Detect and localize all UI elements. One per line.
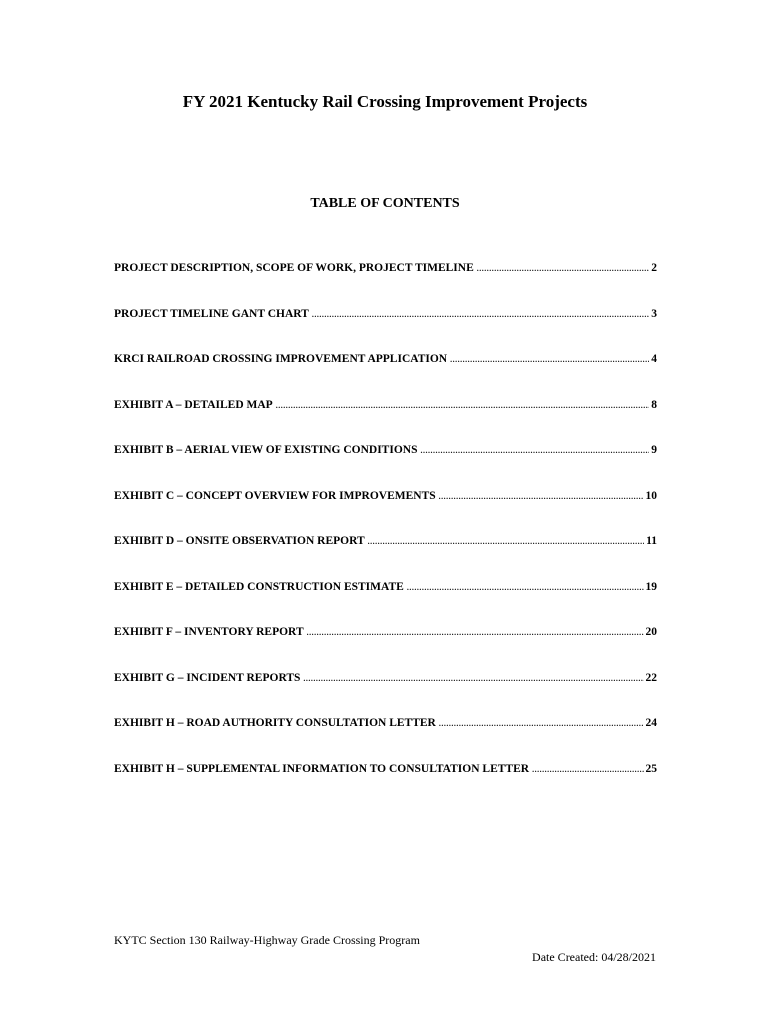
toc-entry-page: 8 xyxy=(651,398,657,411)
toc-entry[interactable] xyxy=(114,717,657,763)
dot-leader xyxy=(450,355,649,364)
toc-entry[interactable] xyxy=(114,581,657,627)
dot-leader xyxy=(368,537,644,546)
toc-entry[interactable] xyxy=(114,672,657,718)
toc-entry-label: EXHIBIT H – SUPPLEMENTAL INFORMATION TO CONSULTATION LETTER xyxy=(114,762,530,775)
dot-leader xyxy=(532,765,643,774)
footer-program: KYTC Section 130 Railway-Highway Grade Crossing Program xyxy=(114,933,420,947)
toc-entry-page: 25 xyxy=(645,762,657,775)
toc-entry[interactable] xyxy=(114,490,657,536)
toc-entry-label: EXHIBIT F – INVENTORY REPORT xyxy=(114,626,304,638)
dot-leader xyxy=(439,492,644,501)
toc-entry-page: 11 xyxy=(646,535,657,547)
dot-leader xyxy=(439,719,644,728)
toc-entry-page: 19 xyxy=(645,580,657,593)
toc-entry-label: EXHIBIT H – ROAD AUTHORITY CONSULTATION LETTER xyxy=(114,717,436,729)
table-of-contents xyxy=(114,262,657,808)
toc-entry-page: 3 xyxy=(651,307,657,320)
toc-entry-page: 2 xyxy=(651,262,657,274)
toc-entry-page: 20 xyxy=(645,626,657,638)
toc-entry-label: EXHIBIT C – CONCEPT OVERVIEW FOR IMPROVEMENTS xyxy=(114,489,436,502)
toc-entry-label: PROJECT DESCRIPTION, SCOPE OF WORK, PROJECT TIMELINE xyxy=(114,262,474,274)
toc-entry-label: EXHIBIT G – INCIDENT REPORTS xyxy=(114,671,301,684)
toc-entry-label: PROJECT TIMELINE GANT CHART xyxy=(114,307,309,320)
toc-entry-label: EXHIBIT A – DETAILED MAP xyxy=(114,398,273,411)
dot-leader xyxy=(312,310,649,319)
toc-entry[interactable] xyxy=(114,444,657,490)
toc-entry[interactable] xyxy=(114,763,657,809)
toc-entry-page: 24 xyxy=(645,717,657,729)
toc-entry-label: EXHIBIT B – AERIAL VIEW OF EXISTING CONDITIONS xyxy=(114,444,418,456)
dot-leader xyxy=(407,583,644,592)
toc-heading: TABLE OF CONTENTS xyxy=(310,196,460,211)
toc-entry-label: EXHIBIT D – ONSITE OBSERVATION REPORT xyxy=(114,535,365,547)
toc-entry[interactable] xyxy=(114,399,657,445)
toc-entry[interactable] xyxy=(114,353,657,399)
toc-entry-label: KRCI RAILROAD CROSSING IMPROVEMENT APPLICATION xyxy=(114,353,448,365)
toc-entry[interactable] xyxy=(114,262,657,308)
dot-leader xyxy=(477,264,649,273)
toc-entry-page: 10 xyxy=(645,489,657,502)
toc-entry-page: 22 xyxy=(645,671,657,684)
toc-entry-page: 9 xyxy=(651,444,657,456)
toc-entry[interactable] xyxy=(114,535,657,581)
toc-entry[interactable] xyxy=(114,308,657,354)
footer-date-created: Date Created: 04/28/2021 xyxy=(532,950,656,964)
toc-entry[interactable] xyxy=(114,626,657,672)
dot-leader xyxy=(307,628,644,637)
dot-leader xyxy=(276,401,650,410)
dot-leader xyxy=(420,446,649,455)
toc-entry-label: EXHIBIT E – DETAILED CONSTRUCTION ESTIMATE xyxy=(114,580,404,593)
toc-entry-page: 4 xyxy=(651,353,657,365)
document-title: FY 2021 Kentucky Rail Crossing Improvement Projects xyxy=(182,92,588,111)
dot-leader xyxy=(303,674,643,683)
